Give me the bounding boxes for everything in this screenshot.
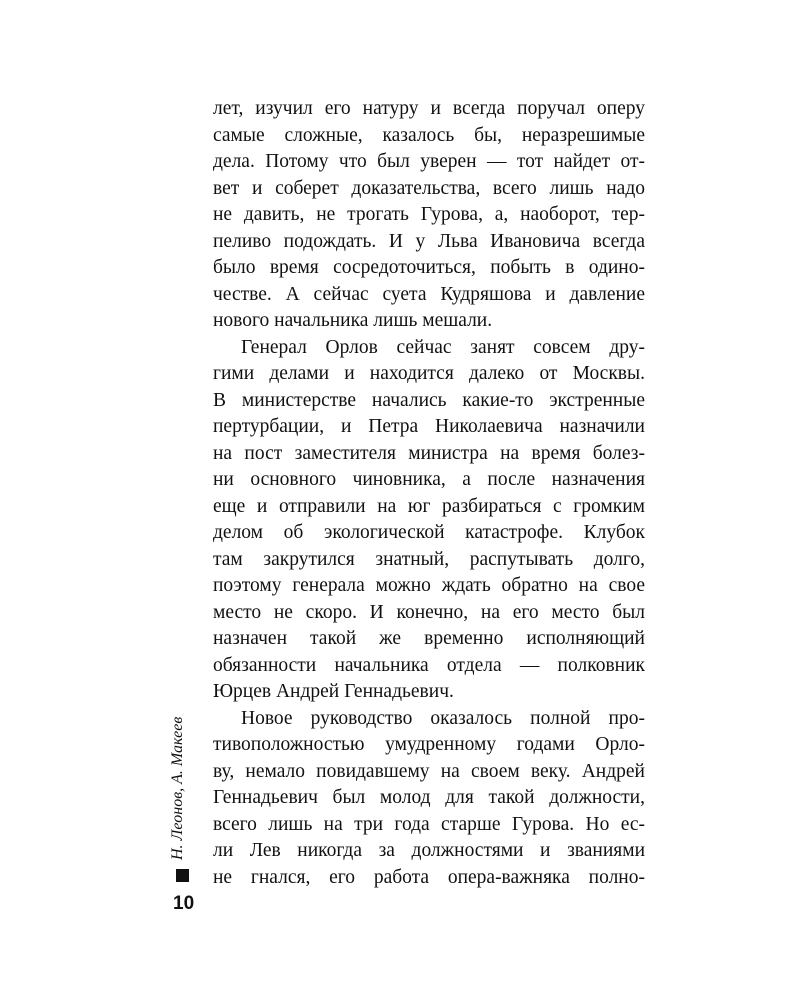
- text-line: на пост заместителя министра на время болез-: [213, 442, 645, 464]
- text-line: тивоположностью умудренному годами Орло-: [213, 734, 645, 755]
- text-line: было время сосредоточиться, побыть в одино-: [213, 257, 645, 278]
- text-line: место не скоро. И конечно, на его место был: [213, 601, 645, 623]
- text-line: дела. Потому что был уверен — тот найдет от-: [213, 151, 645, 172]
- text-line: Геннадьевич был молод для такой должности,: [213, 787, 645, 808]
- page-number: 10: [173, 893, 195, 914]
- text-line: нового начальника лишь мешали.: [213, 310, 493, 331]
- text-line: пеливо подождать. И у Льва Ивановича всегда: [213, 230, 645, 252]
- text-line: ву, немало повидавшему на своем веку. Андрей: [213, 760, 645, 782]
- text-line: самые сложные, казалось бы, неразрешимые: [213, 124, 645, 146]
- text-line: ни основного чиновника, а после назначения: [213, 469, 645, 490]
- text-line: честве. А сейчас суета Кудряшова и давление: [213, 283, 645, 305]
- text-line: гими делами и находится далеко от Москвы.: [213, 363, 645, 384]
- text-line: поэтому генерала можно ждать обратно на свое: [213, 575, 645, 596]
- text-line: еще и отправили на юг разбираться с громким: [213, 495, 645, 517]
- square-bullet-marker: [176, 869, 189, 882]
- text-line: пертурбации, и Петра Николаевича назначили: [213, 416, 645, 437]
- text-line: Юрцев Андрей Геннадьевич.: [213, 681, 454, 702]
- text-line: вет и соберет доказательства, всего лишь надо: [213, 177, 645, 199]
- text-line: не давить, не трогать Гурова, а, наоборот, тер-: [213, 204, 645, 225]
- text-line: Новое руководство оказалось полной про-: [241, 707, 645, 729]
- text-line: В министерстве начались какие-то экстренные: [213, 389, 645, 411]
- text-line: лет, изучил его натуру и всегда поручал оперу: [213, 98, 645, 119]
- text-line: там закрутился знатный, распутывать долго,: [213, 548, 645, 570]
- text-line: всего лишь на три года старше Гурова. Но ес-: [213, 813, 645, 835]
- running-head-author-credit: Н. Леонов, А. Макеев: [169, 716, 186, 860]
- text-line: Генерал Орлов сейчас занят совсем дру-: [241, 336, 645, 358]
- text-line: делом об экологической катастрофе. Клубок: [213, 522, 645, 543]
- text-line: обязанности начальника отдела — полковник: [213, 654, 645, 676]
- body-text: [213, 96, 645, 891]
- text-line: назначен такой же временно исполняющий: [213, 628, 645, 649]
- text-line: ли Лев никогда за должностями и званиями: [213, 840, 645, 861]
- text-line: не гнался, его работа опера-важняка полно-: [213, 866, 645, 888]
